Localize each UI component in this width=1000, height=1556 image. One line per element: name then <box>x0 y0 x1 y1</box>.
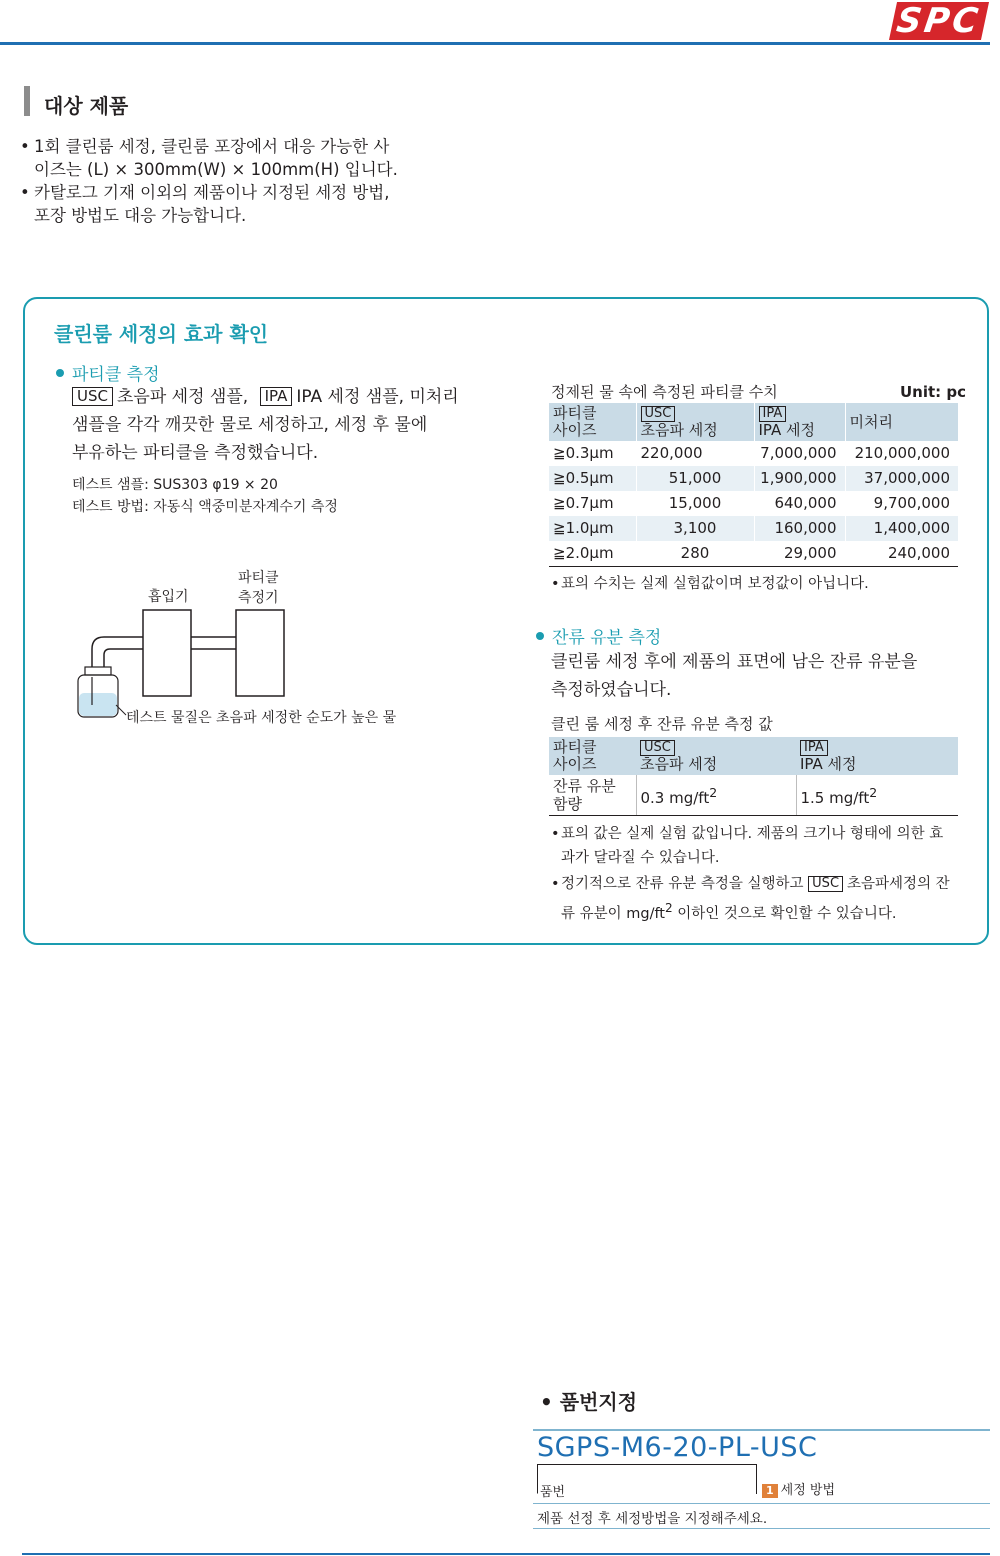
table-row: ≧0.3μm 220,000 7,000,000 210,000,000 <box>549 441 958 466</box>
bottom-rule <box>22 1553 990 1555</box>
table-row: 잔류 유분 함량 0.3 $mg/ft^2$ 1.5 $mg/ft^2$ <box>549 775 958 816</box>
particle-table-note: • 표의 수치는 실제 실험값이며 보정값이 아닙니다. <box>551 572 869 596</box>
particle-counter-box <box>236 610 284 696</box>
particle-description: USC 초음파 세정 샘플, IPA IPA 세정 샘플, 미처리 샘플을 각각 깨끗한 물로 세정하고, 세정 후 물에 부유하는 파티클을 측정했습니다. <box>72 387 459 463</box>
residue-table <box>549 737 958 816</box>
residue-description: 클린룸 세정 후에 제품의 표면에 남은 잔류 유분을 측정하였습니다. <box>551 652 918 700</box>
usc-tag: USC <box>641 406 676 422</box>
usc-tag: USC <box>640 740 675 756</box>
step-badge: 1 <box>762 1484 778 1498</box>
target-product-list <box>20 135 460 227</box>
ipa-tag: IPA <box>260 387 293 406</box>
bullet-dot-icon <box>56 369 64 377</box>
water-label: 테스트 물질은 초음파 세정한 순도가 높은 물 <box>126 710 397 726</box>
ordering-note: 제품 선정 후 세정방법을 지정해주세요. <box>537 1511 768 1527</box>
particle-table-caption: 정제된 물 속에 측정된 파티클 수치 <box>551 383 778 401</box>
table-row: ≧2.0μm 280 29,000 240,000 <box>549 541 958 567</box>
ipa-tag: IPA <box>759 406 787 422</box>
suction-label: 흡입기 <box>148 589 189 605</box>
bullet-item: • 1회 클린룸 세정, 클린룸 포장에서 대응 가능한 사 이즈는 (L) × 300mm(W) × 100mm(H) 입니다. <box>20 135 460 181</box>
part-label: 품번 <box>540 1485 566 1500</box>
residue-notes: • 표의 값은 실제 실험 값입니다. 제품의 크기나 형태에 의한 효 과가 달라질 수 있습니다. • 정기적으로 잔류 유분 측정을 실행하고 USC 초음파세정의 잔 류 유분이 $mg/ft^2$ 이하인 것으로 확인할 수 있습니다. <box>551 822 971 926</box>
table-header-row: 파티클 사이즈 USC 초음파 세정 IPA IPA 세정 <box>549 737 958 775</box>
table-row: ≧1.0μm 3,100 160,000 1,400,000 <box>549 516 958 541</box>
particle-table <box>549 403 958 567</box>
bottle-cap <box>85 667 111 675</box>
water-fill <box>79 693 117 716</box>
bullet-item: • 카탈로그 기재 이외의 제품이나 지정된 세정 방법, 포장 방법도 대응 가능합니다. <box>20 181 460 227</box>
particle-heading: 파티클 측정 <box>56 360 160 385</box>
section-title: 대상 제품 <box>44 94 129 118</box>
divider <box>533 1503 990 1504</box>
table-header-row: 파티클 사이즈 USC 초음파 세정 IPA IPA 세정 미처리 <box>549 403 958 441</box>
measurement-diagram <box>70 565 490 735</box>
part-number: SGPS-M6-20-PL-USC <box>537 1432 818 1463</box>
top-rule <box>0 42 990 45</box>
divider <box>533 1429 990 1431</box>
table-row: ≧0.5μm 51,000 1,900,000 37,000,000 <box>549 466 958 491</box>
counter-label-1: 파티클 <box>238 570 279 586</box>
part-bracket <box>537 1464 757 1494</box>
bullet-dot-icon <box>536 632 544 640</box>
method-label: 1 세정 방법 <box>762 1479 835 1498</box>
ordering-title: • 품번지정 <box>540 1390 638 1414</box>
test-sample: 테스트 샘플: SUS303 φ19 × 20 <box>72 477 278 493</box>
ipa-tag: IPA <box>800 740 828 756</box>
spc-logo: SPC <box>889 2 989 40</box>
intake-tube <box>92 637 143 667</box>
usc-tag: USC <box>808 876 843 892</box>
residue-heading: 잔류 유분 측정 <box>536 623 661 648</box>
panel-title: 클린룸 세정의 효과 확인 <box>54 322 269 346</box>
divider <box>533 1528 990 1529</box>
residue-table-caption: 클린 룸 세정 후 잔류 유분 측정 값 <box>551 715 773 733</box>
counter-label-2: 측정기 <box>238 590 279 606</box>
unit-label: Unit: pc <box>900 383 967 401</box>
usc-tag: USC <box>72 387 113 406</box>
suction-unit-box <box>143 610 191 696</box>
section-marker <box>24 86 30 116</box>
table-row: ≧0.7μm 15,000 640,000 9,700,000 <box>549 491 958 516</box>
test-method: 테스트 방법: 자동식 액중미분자계수기 측정 <box>72 499 338 515</box>
